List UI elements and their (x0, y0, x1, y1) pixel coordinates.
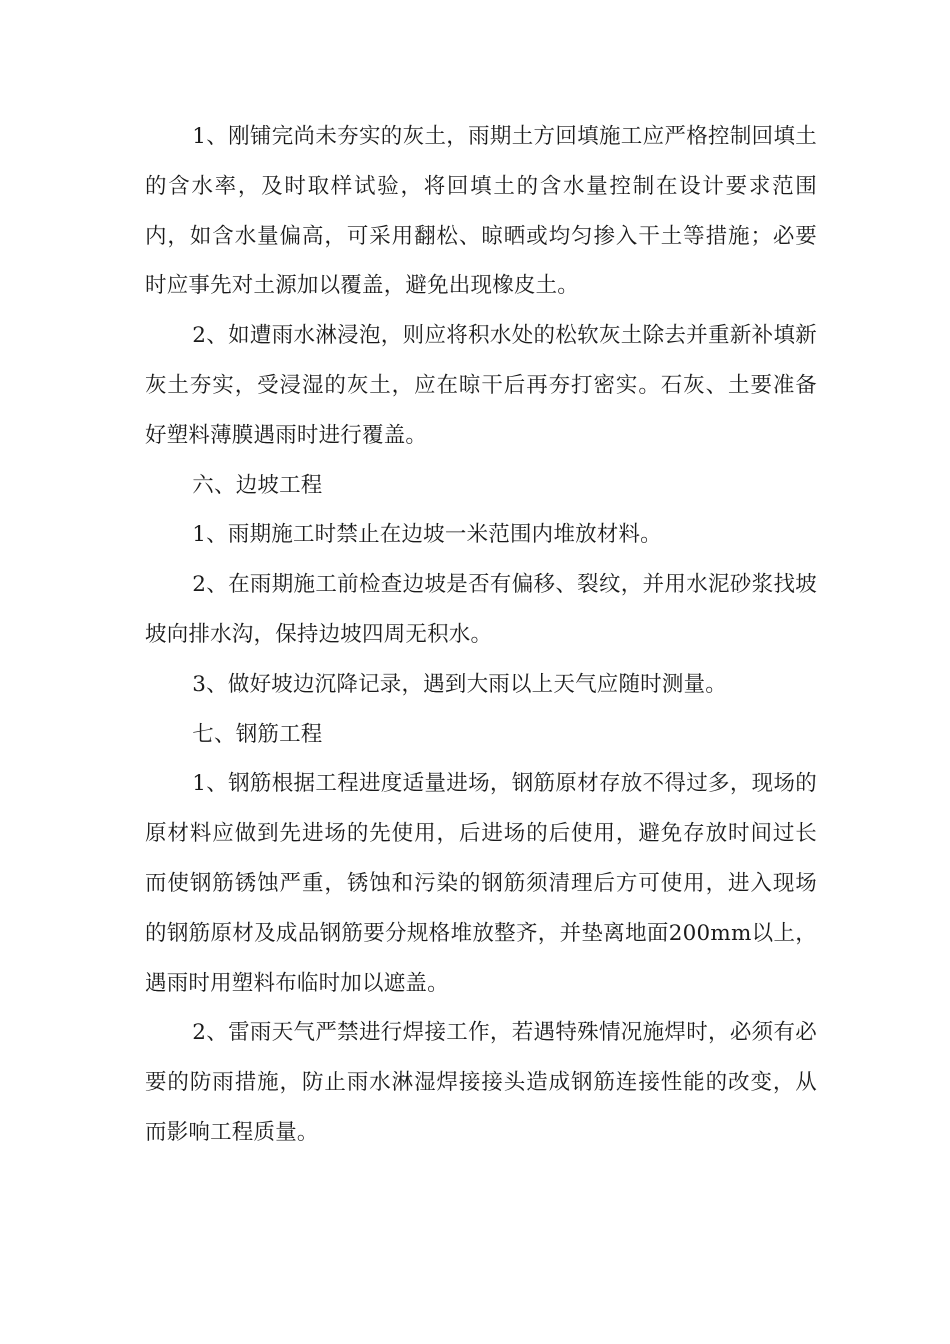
paragraph-slope-3: 3、做好坡边沉降记录，遇到大雨以上天气应随时测量。 (192, 671, 727, 697)
paragraph-rebar-1: 1、钢筋根据工程进度适量进场，钢筋原材存放不得过多，现场的原材料应做到先进场的先使用，后进场的后使用，避免存放时间过长而使钢筋锈蚀严重，锈蚀和污染的钢筋须清理后方可使用，进入现场的钢筋原材及成品钢筋要分规格堆放整齐，并垫离地面200mm以上，遇雨时用塑料布临时加以遮盖。 (145, 771, 817, 996)
paragraph-backfill-1: 1、刚铺完尚未夯实的灰土，雨期土方回填施工应严格控制回填土的含水率，及时取样试验，将回填土的含水量控制在设计要求范围内，如含水量偏高，可采用翻松、晾晒或均匀掺入干土等措施；必要时应事先对土源加以覆盖，避免出现橡皮土。 (145, 124, 817, 299)
paragraph-rebar-2: 2、雷雨天气严禁进行焊接工作，若遇特殊情况施焊时，必须有必要的防雨措施，防止雨水淋湿焊接接头造成钢筋连接性能的改变，从而影响工程质量。 (145, 1020, 817, 1145)
paragraph-backfill-2: 2、如遭雨水淋浸泡，则应将积水处的松软灰土除去并重新补填新灰土夯实，受浸湿的灰土，应在晾干后再夯打密实。石灰、土要准备好塑料薄膜遇雨时进行覆盖。 (145, 323, 817, 448)
section-heading-rebar: 七、钢筋工程 (192, 721, 323, 747)
section-heading-slope: 六、边坡工程 (192, 472, 323, 498)
paragraph-slope-2: 2、在雨期施工前检查边坡是否有偏移、裂纹，并用水泥砂浆找坡坡向排水沟，保持边坡四周无积水。 (145, 572, 817, 647)
document-body (145, 112, 817, 1158)
paragraph-slope-1: 1、雨期施工时禁止在边坡一米范围内堆放材料。 (192, 522, 662, 548)
